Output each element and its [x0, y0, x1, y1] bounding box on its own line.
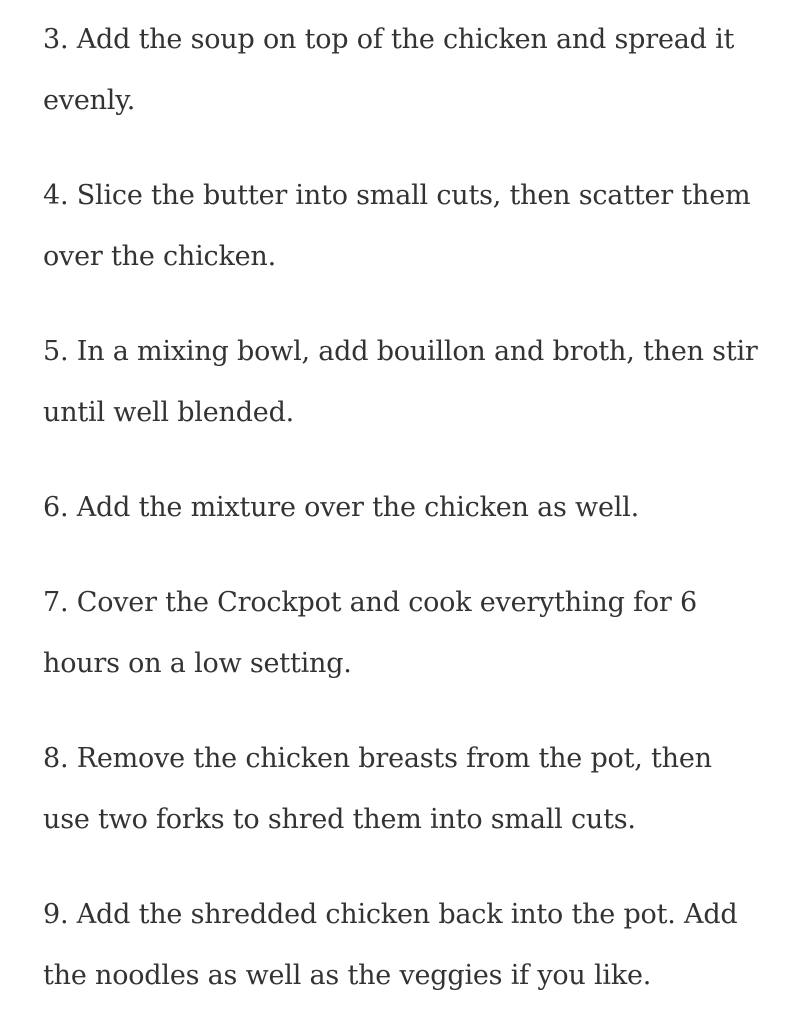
- step-3: 3. Add the soup on top of the chicken and spread it evenly.: [43, 24, 735, 116]
- recipe-instructions: [43, 0, 763, 1006]
- step-6: 6. Add the mixture over the chicken as well.: [43, 492, 639, 523]
- step-8: 8. Remove the chicken breasts from the pot, then use two forks to shred them into small cuts.: [43, 743, 712, 835]
- step-5: 5. In a mixing bowl, add bouillon and broth, then stir until well blended.: [43, 336, 758, 428]
- step-9: 9. Add the shredded chicken back into the pot. Add the noodles as well as the veggies if you like.: [43, 899, 738, 991]
- step-4: 4. Slice the butter into small cuts, then scatter them over the chicken.: [43, 180, 751, 272]
- step-7: 7. Cover the Crockpot and cook everything for 6 hours on a low setting.: [43, 587, 697, 679]
